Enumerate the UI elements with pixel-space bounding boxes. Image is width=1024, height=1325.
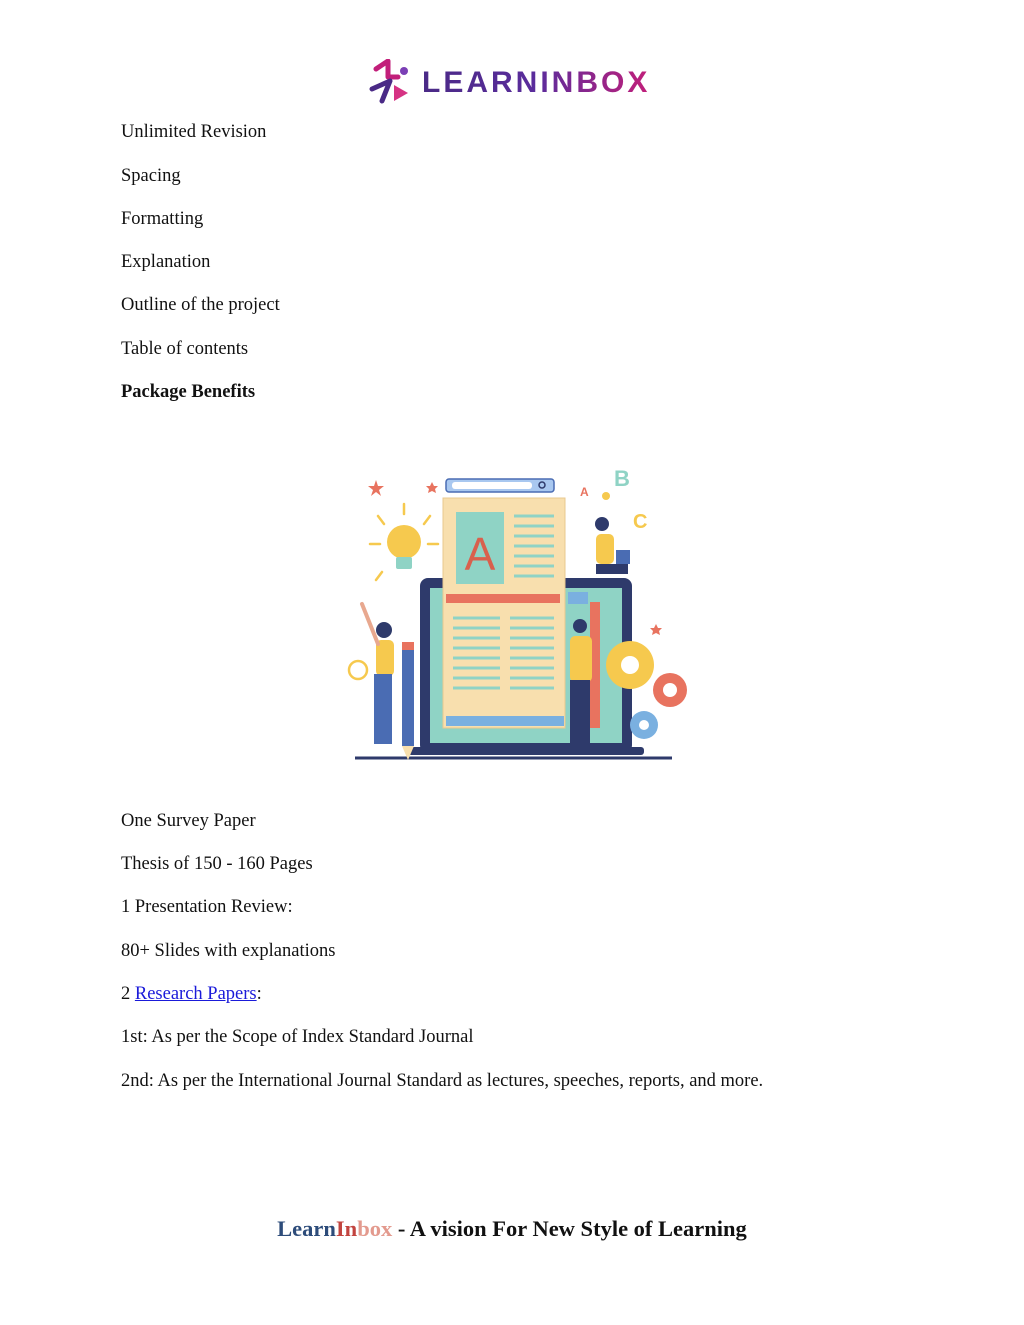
svg-text:B: B — [614, 466, 630, 491]
feature-item: Explanation — [121, 252, 211, 272]
footer-brand-box: box — [357, 1216, 393, 1241]
svg-text:C: C — [633, 511, 648, 533]
logo-mark-icon — [368, 59, 414, 107]
education-document-illustration — [340, 460, 700, 765]
benefit-item: One Survey Paper — [121, 811, 256, 831]
svg-text:A: A — [464, 528, 496, 580]
footer-brand-learn: Learn — [277, 1216, 336, 1241]
feature-item: Spacing — [121, 166, 181, 186]
footer-tagline — [0, 1216, 1024, 1242]
benefit-item: 2nd: As per the International Journal Standard as lectures, speeches, reports, and more. — [121, 1071, 764, 1091]
logo-wordmark: LEARNINBOX — [422, 66, 651, 99]
benefit-item-research — [121, 983, 262, 1005]
benefit-item: Thesis of 150 - 160 Pages — [121, 854, 313, 874]
footer-brand-in: In — [335, 1216, 358, 1241]
brand-logo — [368, 58, 650, 108]
svg-text:A: A — [580, 485, 589, 499]
feature-item: Formatting — [121, 209, 204, 229]
feature-item: Table of contents — [121, 339, 249, 359]
research-suffix: : — [256, 984, 262, 1004]
benefit-item: 1st: As per the Scope of Index Standard Journal — [121, 1027, 474, 1047]
section-heading: Package Benefits — [121, 382, 256, 402]
benefit-item: 80+ Slides with explanations — [121, 941, 336, 961]
feature-item: Outline of the project — [121, 295, 280, 315]
research-prefix: 2 — [121, 984, 135, 1004]
footer-tagline-text: - A vision For New Style of Learning — [392, 1216, 747, 1241]
research-papers-link[interactable]: Research Papers — [134, 984, 257, 1004]
benefit-item: 1 Presentation Review: — [121, 897, 293, 917]
feature-item: Unlimited Revision — [121, 122, 267, 142]
